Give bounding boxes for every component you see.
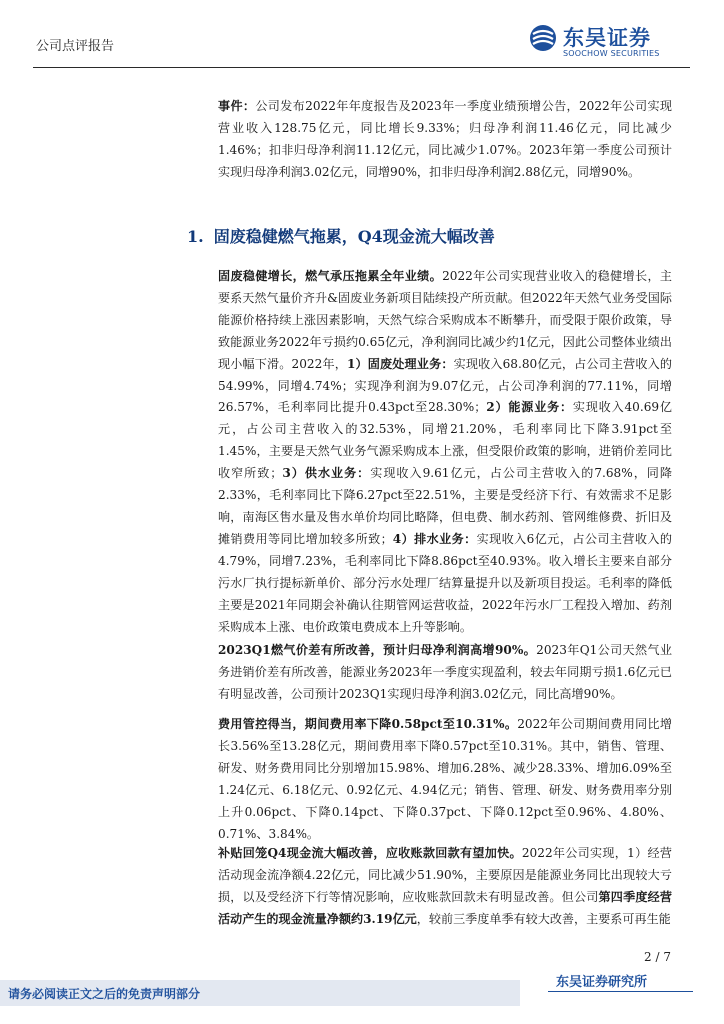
- p2-text-1: 2023年Q1公司天然气业务进销价差有所改善，能源业务2023年一季度实现盈利，较去年同期亏损1.6亿元已有明显改善，公司预计2023Q1实现归母净利润3.02亿元，同比高增90%。: [218, 643, 672, 701]
- p3-bold-1: 费用管控得当，期间费用率下降0.58pct至10.31%。: [218, 717, 518, 731]
- footer-disclaimer: 请务必阅读正文之后的免责声明部分: [8, 987, 201, 1001]
- section-number: 1.: [187, 227, 204, 246]
- footer-divider: [548, 991, 693, 992]
- report-type-label: 公司点评报告: [36, 39, 115, 54]
- p1-text-4: 实现收入9.61亿元，占公司主营收入的7.68%，同降2.33%，毛利率同比下降6.27pct至22.51%，主要是受经济下行、有效需求不足影响，南海区售水量及售水单价均同比略降，但电费、制水药剂、管网维修费、折旧及摊销费用等同比增加较多所致；: [218, 466, 672, 546]
- company-logo: [529, 22, 689, 62]
- footer-institute: 东吴证券研究所: [556, 975, 648, 990]
- p4-bold-2: 第四季度经营活动产生的现金流量净额约3.19亿元: [218, 889, 672, 926]
- paragraph-cashflow: [218, 843, 672, 931]
- p4-bold-1: 补贴回笼Q4现金流大幅改善，应收账款回款有望加快。: [218, 846, 522, 860]
- p1-bold-2: 1）固废处理业务：: [346, 356, 454, 371]
- p4-text-2: ，较前三季度单季有较大改善，主要系可再生能: [416, 911, 671, 926]
- section-heading: [187, 224, 495, 247]
- paragraph-q1-outlook: [218, 640, 672, 706]
- event-label: 事件：: [218, 99, 256, 113]
- p1-text-3: 实现收入40.69亿元，占公司主营收入的32.53%，同增21.20%，毛利率同比下降3.91pct至1.45%，主要是天然气业务气源采购成本上涨，但受限价政策的影响，进销价差同比收窄所致；: [218, 400, 672, 481]
- p1-bold-5: 4）排水业务：: [392, 531, 477, 546]
- paragraph-revenue-segments: [218, 266, 672, 638]
- p4-text-1: 2022年公司实现，1）经营活动现金流净额4.22亿元，同比减少51.90%，主要原因是能源业务同比出现较大亏损，以及受经济下行等情况影响，应收账款回款未有明显改善。但公司: [218, 846, 672, 904]
- logo-english-text: SOOCHOW SECURITIES: [563, 49, 660, 58]
- section-title-text: 固废稳健燃气拖累，Q4现金流大幅改善: [213, 227, 495, 246]
- p2-bold-1: 2023Q1燃气价差有所改善，预计归母净利润高增90%。: [218, 643, 537, 657]
- header-divider: [33, 67, 690, 68]
- p1-bold-1: 固废稳健增长，燃气承压拖累全年业绩。: [218, 269, 443, 283]
- p1-text-1: 2022年公司实现营业收入的稳健增长，主要系天然气量价齐升&固废业务新项目陆续投产所贡献。但2022年天然气业务受国际能源价格持续上涨因素影响，天然气综合采购成本不断攀升，而受限于限价政策，导致能源业务2022年亏损约0.65亿元，净利润同比减少约1亿元，因此公司整体业绩出现小幅下滑。2022年，: [218, 269, 672, 371]
- page-number: 2 / 7: [644, 950, 671, 964]
- p1-bold-3: 2）能源业务：: [486, 400, 573, 415]
- event-paragraph: [218, 96, 672, 184]
- logo-chinese-text: 东吴证券: [563, 26, 651, 50]
- event-text: 公司发布2022年年度报告及2023年一季度业绩预增公告，2022年公司实现营业收入128.75亿元，同比增长9.33%；归母净利润11.46亿元，同比减少1.46%；扣非归母净利润11.12亿元，同比减少1.07%。2023年第一季度公司预计实现归母净利润3.02亿元，同增90%，扣非归母净利润2.88亿元，同增90%。: [218, 99, 672, 179]
- soochow-logo-icon: [529, 24, 557, 52]
- paragraph-expenses: [218, 714, 672, 845]
- p3-text-1: 2022年公司期间费用同比增长3.56%至13.28亿元，期间费用率下降0.57pct至10.31%。其中，销售、管理、研发、财务费用同比分别增加15.98%、增加6.28%、减少28.33%、增加6.09%至1.24亿元、6.18亿元、0.92亿元、4.94亿元；销售、管理、研发、财务费用率分别上升0.06pct、下降0.14pct、下降0.37pct、下降0.12pct至0.96%、4.80%、0.71%、3.84%。: [218, 717, 672, 841]
- p1-text-2: 实现收入68.80亿元，占公司主营收入的54.99%，同增4.74%；实现净利润为9.07亿元，占公司净利润的77.11%，同增26.57%，毛利率同比提升0.43pct至28.30%；: [218, 356, 673, 415]
- p1-bold-4: 3）供水业务：: [282, 466, 371, 481]
- p1-text-5: 实现收入6亿元，占公司主营收入的4.79%，同增7.23%，毛利率同比下降8.86pct至40.93%。收入增长主要来自部分污水厂执行提标新单价、部分污水处理厂结算量提升以及新项目投运。毛利率的降低主要是2021年同期会补确认往期管网运营收益，2022年污水厂工程投入增加、药剂采购成本上涨、电价政策电费成本上升等影响。: [218, 531, 672, 634]
